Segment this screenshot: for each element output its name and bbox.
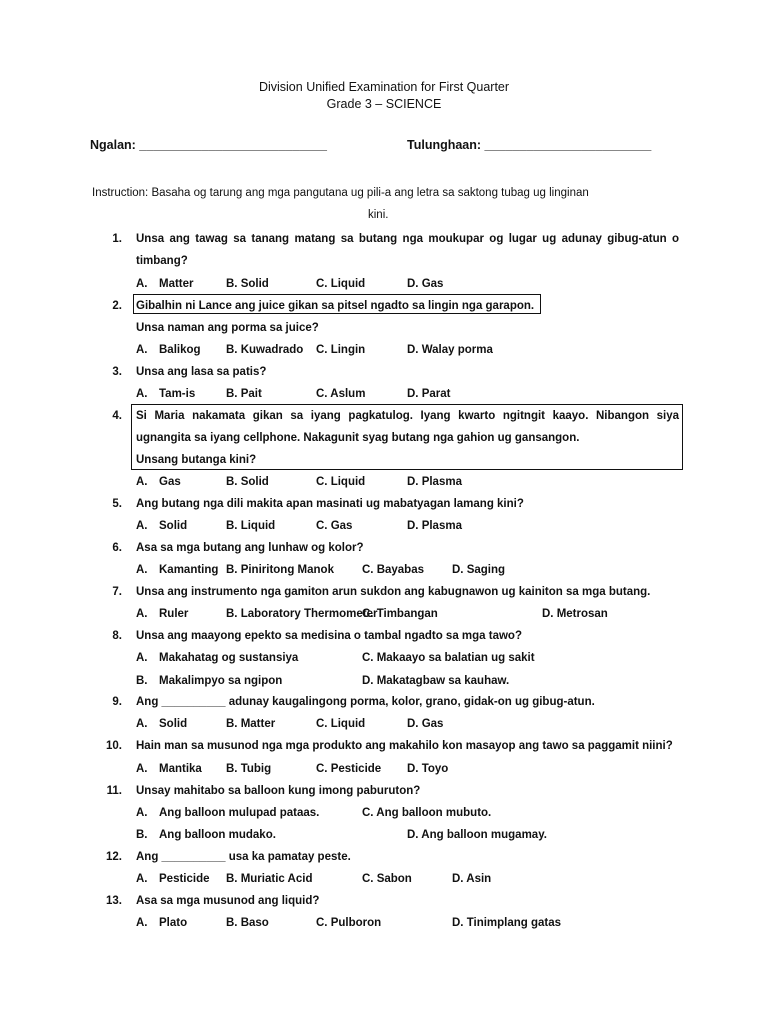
question-11-number: 11. — [106, 785, 122, 797]
question-10-option-c: C. Pesticide — [316, 763, 382, 775]
question-3-option-c: C. Aslum — [316, 388, 366, 400]
question-10-option-b: B. Tubig — [226, 763, 272, 775]
question-9-option-a: Solid — [159, 718, 188, 730]
question-8-text-line-1: Unsa ang maayong epekto sa medisina o tambal ngadto sa mga tawo? — [136, 630, 522, 642]
question-8-option-a-letter: A. — [136, 652, 148, 664]
question-10-text-line-1: Hain man sa musunod nga mga produkto ang makahilo kon masayop ang tawo sa paggamit niini? — [136, 740, 673, 752]
question-7-option-a-letter: A. — [136, 608, 148, 620]
question-1-number: 1. — [112, 233, 122, 245]
question-2-number: 2. — [112, 300, 122, 312]
question-3-number: 3. — [112, 366, 122, 378]
question-2-text-line-2: Unsa naman ang porma sa juice? — [136, 322, 319, 334]
question-4-number: 4. — [112, 410, 122, 422]
school-field: Tulunghaan: ________________________ — [407, 138, 652, 152]
question-1-text-line-2: timbang? — [136, 255, 188, 267]
question-11-text-line-1: Unsay mahitabo sa balloon kung imong paburuton? — [136, 785, 421, 797]
question-9-option-b: B. Matter — [226, 718, 276, 730]
question-4-option-c: C. Liquid — [316, 476, 366, 488]
question-7-option-c: C. Timbangan — [362, 608, 438, 620]
question-3-option-a: Tam-is — [159, 388, 196, 400]
question-1-option-c: C. Liquid — [316, 278, 366, 290]
question-4-text-line-2: ugnangita sa iyang cellphone. Nakagunit syag butang nga gahion ug gansangon. — [136, 432, 580, 444]
question-13-option-d: D. Tinimplang gatas — [452, 917, 562, 929]
question-5-option-d: D. Plasma — [407, 520, 462, 532]
question-4-option-a-letter: A. — [136, 476, 148, 488]
question-6-option-a-letter: A. — [136, 564, 148, 576]
question-12-text-line-1: Ang __________ usa ka pamatay peste. — [136, 851, 351, 863]
question-9-option-c: C. Liquid — [316, 718, 366, 730]
question-13-number: 13. — [106, 895, 122, 907]
question-4-option-a: Gas — [159, 476, 181, 488]
question-7-option-a: Ruler — [159, 608, 189, 620]
question-12-option-a-letter: A. — [136, 873, 148, 885]
question-10-option-a-letter: A. — [136, 763, 148, 775]
question-2-option-c: C. Lingin — [316, 344, 366, 356]
question-10-number: 10. — [106, 740, 122, 752]
question-6-number: 6. — [112, 542, 122, 554]
question-9-option-a-letter: A. — [136, 718, 148, 730]
question-10-option-a: Mantika — [159, 763, 202, 775]
question-2-option-a: Balikog — [159, 344, 201, 356]
question-9-number: 9. — [112, 696, 122, 708]
question-4-text-line-3: Unsang butanga kini? — [136, 454, 257, 466]
question-5-number: 5. — [112, 498, 122, 510]
question-9-option-d: D. Gas — [407, 718, 444, 730]
question-11-option-d: D. Ang balloon mugamay. — [407, 829, 547, 841]
question-5-option-b: B. Liquid — [226, 520, 276, 532]
question-12-option-c: C. Sabon — [362, 873, 412, 885]
question-13-option-b: B. Baso — [226, 917, 269, 929]
question-1-text-line-1: Unsa ang tawag sa tanang matang sa butang nga moukupar og lugar ug adunay gibug-atun o — [136, 233, 679, 245]
instruction-line-1: Instruction: Basaha og tarung ang mga pangutana ug pili-a ang letra sa saktong tubag ug linginan — [92, 187, 589, 199]
question-11-option-a-letter: A. — [136, 807, 148, 819]
question-12-option-d: D. Asin — [452, 873, 492, 885]
question-13-option-a: Plato — [159, 917, 188, 929]
name-field: Ngalan: ___________________________ — [90, 138, 328, 152]
question-7-number: 7. — [112, 586, 122, 598]
question-6-option-c: C. Bayabas — [362, 564, 425, 576]
question-5-option-c: C. Gas — [316, 520, 353, 532]
question-7-option-d: D. Metrosan — [542, 608, 608, 620]
question-12-number: 12. — [106, 851, 122, 863]
question-11-option-a: Ang balloon mulupad pataas. — [159, 807, 320, 819]
question-9-text-line-1: Ang __________ adunay kaugalingong porma, kolor, grano, gidak-on ug gibug-atun. — [136, 696, 595, 708]
question-13-option-c: C. Pulboron — [316, 917, 382, 929]
question-1-option-a-letter: A. — [136, 278, 148, 290]
question-13-text-line-1: Asa sa mga musunod ang liquid? — [136, 895, 320, 907]
question-6-option-d: D. Saging — [452, 564, 506, 576]
question-12-option-a: Pesticide — [159, 873, 210, 885]
exam-title: Division Unified Examination for First Quarter — [258, 80, 510, 94]
question-4-text-line-1: Si Maria nakamata gikan sa iyang pagkatulog. Iyang kwarto ngitngit kaayo. Nibangon siya — [136, 410, 679, 422]
question-5-option-a-letter: A. — [136, 520, 148, 532]
question-8-option-a: Makahatag og sustansiya — [159, 652, 299, 664]
instruction-line-2: kini. — [368, 209, 389, 221]
question-12-option-b: B. Muriatic Acid — [226, 873, 313, 885]
question-7-option-b: B. Laboratory Thermometer — [226, 608, 378, 620]
question-6-text-line-1: Asa sa mga butang ang lunhaw og kolor? — [136, 542, 364, 554]
question-8-option-b: C. Makaayo sa balatian ug sakit — [362, 652, 535, 664]
question-10-option-d: D. Toyo — [407, 763, 449, 775]
question-1-option-d: D. Gas — [407, 278, 444, 290]
question-2-option-d: D. Walay porma — [407, 344, 493, 356]
question-1-option-a: Matter — [159, 278, 194, 290]
question-2-option-a-letter: A. — [136, 344, 148, 356]
question-5-text-line-1: Ang butang nga dili makita apan masinati ug mabatyagan lamang kini? — [136, 498, 524, 510]
question-8-option-c-letter: B. — [136, 675, 148, 687]
question-13-option-a-letter: A. — [136, 917, 148, 929]
question-8-option-d: D. Makatagbaw sa kauhaw. — [362, 675, 510, 687]
question-4-option-d: D. Plasma — [407, 476, 462, 488]
question-2-option-b: B. Kuwadrado — [226, 344, 304, 356]
question-3-option-b: B. Pait — [226, 388, 262, 400]
question-4-option-b: B. Solid — [226, 476, 269, 488]
question-7-text-line-1: Unsa ang instrumento nga gamiton arun sukdon ang kabugnawon ug kainiton sa mga butang. — [136, 586, 651, 598]
question-3-text-line-1: Unsa ang lasa sa patis? — [136, 366, 267, 378]
exam-subtitle: Grade 3 – SCIENCE — [326, 97, 442, 111]
question-11-option-c-letter: B. — [136, 829, 148, 841]
question-8-number: 8. — [112, 630, 122, 642]
question-6-option-a: Kamanting — [159, 564, 219, 576]
question-11-option-b: C. Ang balloon mubuto. — [362, 807, 492, 819]
question-2-text-line-1: Gibalhin ni Lance ang juice gikan sa pitsel ngadto sa lingin nga garapon. — [136, 300, 535, 312]
question-1-option-b: B. Solid — [226, 278, 269, 290]
question-8-option-c: Makalimpyo sa ngipon — [159, 675, 283, 687]
question-6-option-b: B. Piniritong Manok — [226, 564, 334, 576]
question-11-option-c: Ang balloon mudako. — [159, 829, 276, 841]
question-5-option-a: Solid — [159, 520, 188, 532]
question-3-option-d: D. Parat — [407, 388, 451, 400]
question-3-option-a-letter: A. — [136, 388, 148, 400]
